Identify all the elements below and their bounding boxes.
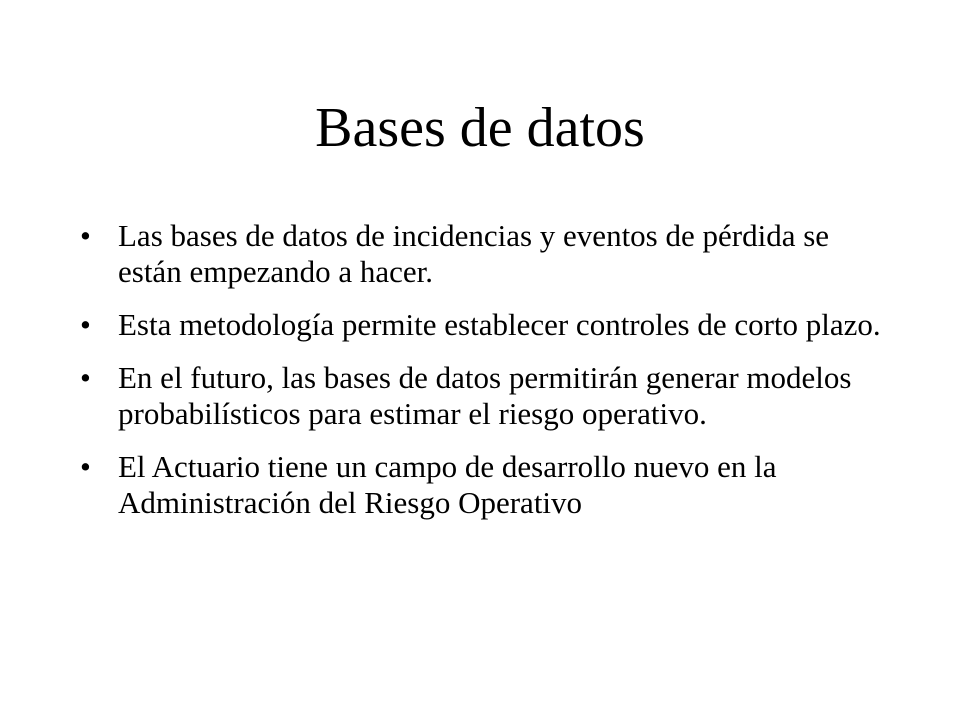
bullet-text: Las bases de datos de incidencias y eventos de pérdida se están empezando a hacer. bbox=[118, 218, 830, 289]
bullet-item bbox=[80, 218, 900, 290]
bullet-text: El Actuario tiene un campo de desarrollo nuevo en la Administración del Riesgo Operativo bbox=[118, 449, 777, 520]
bullet-icon: • bbox=[80, 360, 91, 395]
bullet-icon: • bbox=[80, 218, 91, 253]
bullet-item bbox=[80, 360, 900, 432]
bullet-text: En el futuro, las bases de datos permitirán generar modelos probabilísticos para estimar el riesgo operativo. bbox=[118, 360, 852, 431]
slide-title: Bases de datos bbox=[315, 97, 645, 159]
bullet-icon: • bbox=[80, 307, 91, 342]
bullet-item bbox=[80, 449, 900, 521]
bullet-item bbox=[80, 307, 900, 343]
bullet-text: Esta metodología permite establecer controles de corto plazo. bbox=[118, 307, 881, 342]
bullet-icon: • bbox=[80, 449, 91, 484]
bullet-list bbox=[80, 218, 900, 538]
